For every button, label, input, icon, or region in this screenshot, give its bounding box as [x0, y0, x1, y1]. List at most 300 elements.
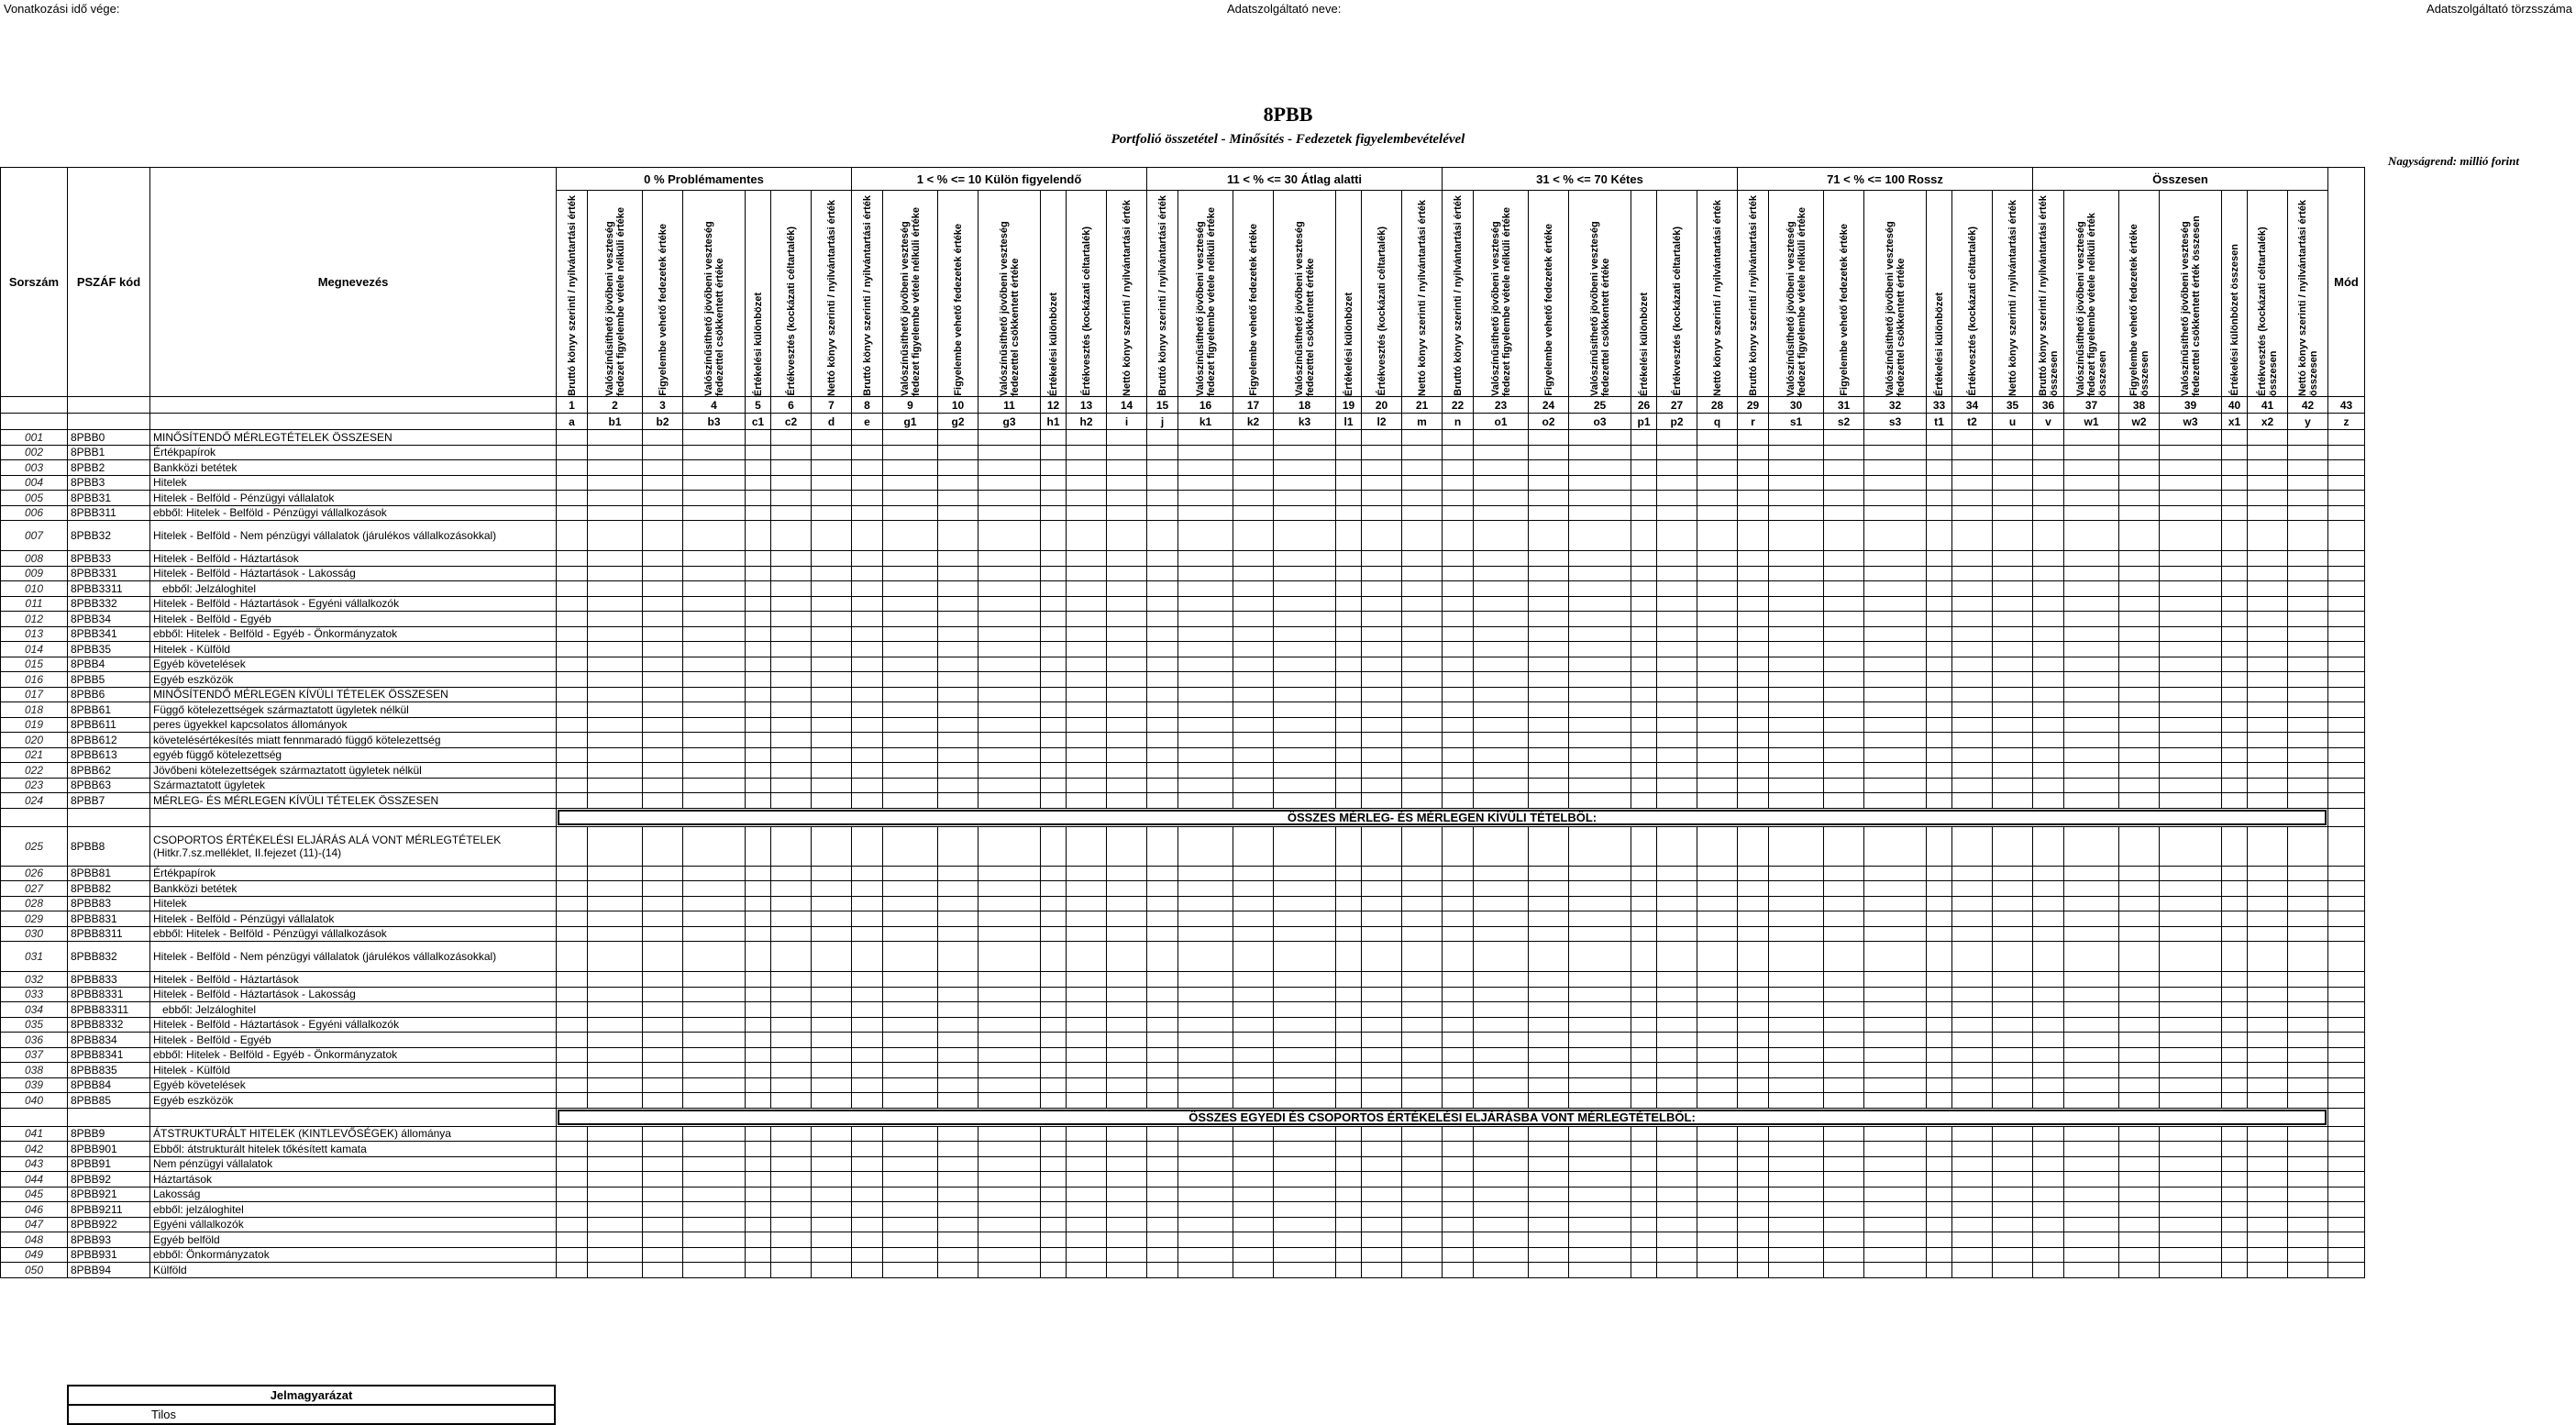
data-cell[interactable]	[1769, 1217, 1824, 1232]
data-cell[interactable]	[588, 445, 643, 460]
data-cell[interactable]	[1474, 747, 1529, 763]
data-cell[interactable]	[978, 566, 1041, 581]
data-cell[interactable]	[1147, 1172, 1178, 1188]
data-cell[interactable]	[2033, 747, 2064, 763]
data-cell[interactable]	[1738, 1142, 1769, 1157]
data-cell[interactable]	[2288, 491, 2328, 506]
data-cell[interactable]	[1233, 793, 1274, 809]
data-cell[interactable]	[588, 1142, 643, 1157]
data-cell[interactable]	[1769, 642, 1824, 657]
data-cell[interactable]	[1178, 911, 1233, 927]
data-cell[interactable]	[1041, 1033, 1067, 1048]
data-cell[interactable]	[2064, 460, 2119, 476]
data-cell[interactable]	[1529, 460, 1569, 476]
data-cell[interactable]	[978, 778, 1041, 793]
data-cell[interactable]	[1824, 596, 1864, 612]
data-cell[interactable]	[1274, 445, 1336, 460]
data-cell[interactable]	[771, 1093, 812, 1109]
data-cell[interactable]	[683, 972, 746, 988]
data-cell[interactable]	[1474, 687, 1529, 702]
data-cell[interactable]	[1769, 896, 1824, 911]
data-cell[interactable]	[2328, 672, 2365, 688]
data-cell[interactable]	[2288, 793, 2328, 809]
data-cell[interactable]	[1769, 1077, 1824, 1093]
data-cell[interactable]	[1041, 1172, 1067, 1188]
data-cell[interactable]	[1041, 972, 1067, 988]
data-cell[interactable]	[812, 911, 852, 927]
data-cell[interactable]	[1631, 1002, 1657, 1018]
data-cell[interactable]	[1927, 1063, 1952, 1078]
data-cell[interactable]	[1362, 491, 1402, 506]
data-cell[interactable]	[2222, 972, 2248, 988]
data-cell[interactable]	[1178, 521, 1233, 551]
data-cell[interactable]	[2248, 1047, 2288, 1063]
data-cell[interactable]	[883, 460, 938, 476]
data-cell[interactable]	[1529, 1047, 1569, 1063]
data-cell[interactable]	[1657, 460, 1697, 476]
data-cell[interactable]	[1769, 1263, 1824, 1278]
data-cell[interactable]	[1769, 596, 1824, 612]
data-cell[interactable]	[2248, 551, 2288, 567]
data-cell[interactable]	[2288, 1187, 2328, 1202]
data-cell[interactable]	[771, 1047, 812, 1063]
data-cell[interactable]	[1927, 1002, 1952, 1018]
data-cell[interactable]	[1107, 1033, 1147, 1048]
data-cell[interactable]	[2248, 657, 2288, 672]
data-cell[interactable]	[1274, 460, 1336, 476]
data-cell[interactable]	[1824, 1172, 1864, 1188]
data-cell[interactable]	[1274, 1002, 1336, 1018]
data-cell[interactable]	[1067, 521, 1107, 551]
data-cell[interactable]	[2064, 687, 2119, 702]
data-cell[interactable]	[1147, 987, 1178, 1002]
data-cell[interactable]	[812, 475, 852, 491]
data-cell[interactable]	[1147, 430, 1178, 446]
data-cell[interactable]	[1041, 1232, 1067, 1248]
data-cell[interactable]	[1178, 491, 1233, 506]
data-cell[interactable]	[1738, 596, 1769, 612]
data-cell[interactable]	[2119, 763, 2160, 779]
data-cell[interactable]	[883, 926, 938, 942]
data-cell[interactable]	[1178, 1002, 1233, 1018]
data-cell[interactable]	[1738, 1172, 1769, 1188]
data-cell[interactable]	[1769, 566, 1824, 581]
data-cell[interactable]	[938, 642, 978, 657]
data-cell[interactable]	[883, 687, 938, 702]
data-cell[interactable]	[1107, 926, 1147, 942]
data-cell[interactable]	[2248, 1247, 2288, 1263]
data-cell[interactable]	[978, 475, 1041, 491]
data-cell[interactable]	[1041, 778, 1067, 793]
data-cell[interactable]	[2119, 826, 2160, 866]
data-cell[interactable]	[1569, 717, 1631, 733]
data-cell[interactable]	[1697, 430, 1738, 446]
data-cell[interactable]	[2222, 702, 2248, 718]
data-cell[interactable]	[1107, 1142, 1147, 1157]
data-cell[interactable]	[2248, 1217, 2288, 1232]
data-cell[interactable]	[1402, 1187, 1443, 1202]
data-cell[interactable]	[1529, 1232, 1569, 1248]
data-cell[interactable]	[771, 926, 812, 942]
data-cell[interactable]	[1041, 717, 1067, 733]
data-cell[interactable]	[812, 1063, 852, 1078]
data-cell[interactable]	[588, 1172, 643, 1188]
data-cell[interactable]	[812, 1187, 852, 1202]
data-cell[interactable]	[1274, 747, 1336, 763]
data-cell[interactable]	[588, 1017, 643, 1033]
data-cell[interactable]	[643, 1187, 683, 1202]
data-cell[interactable]	[2160, 566, 2222, 581]
data-cell[interactable]	[2160, 1002, 2222, 1018]
data-cell[interactable]	[1147, 687, 1178, 702]
data-cell[interactable]	[2064, 926, 2119, 942]
data-cell[interactable]	[2033, 1142, 2064, 1157]
data-cell[interactable]	[1067, 1047, 1107, 1063]
data-cell[interactable]	[1569, 1017, 1631, 1033]
data-cell[interactable]	[557, 1172, 588, 1188]
data-cell[interactable]	[883, 1126, 938, 1142]
data-cell[interactable]	[1067, 717, 1107, 733]
data-cell[interactable]	[2248, 747, 2288, 763]
data-cell[interactable]	[2288, 672, 2328, 688]
data-cell[interactable]	[1864, 1077, 1927, 1093]
data-cell[interactable]	[1952, 521, 1993, 551]
data-cell[interactable]	[2288, 1217, 2328, 1232]
data-cell[interactable]	[1657, 1047, 1697, 1063]
data-cell[interactable]	[1738, 1187, 1769, 1202]
data-cell[interactable]	[1657, 521, 1697, 551]
data-cell[interactable]	[1233, 505, 1274, 521]
data-cell[interactable]	[2328, 1187, 2365, 1202]
data-cell[interactable]	[1952, 1263, 1993, 1278]
data-cell[interactable]	[812, 717, 852, 733]
data-cell[interactable]	[1864, 687, 1927, 702]
data-cell[interactable]	[1824, 521, 1864, 551]
data-cell[interactable]	[588, 717, 643, 733]
data-cell[interactable]	[852, 702, 883, 718]
data-cell[interactable]	[2119, 1002, 2160, 1018]
data-cell[interactable]	[1993, 1142, 2033, 1157]
data-cell[interactable]	[557, 717, 588, 733]
data-cell[interactable]	[2119, 657, 2160, 672]
data-cell[interactable]	[852, 896, 883, 911]
data-cell[interactable]	[1927, 1142, 1952, 1157]
data-cell[interactable]	[1402, 475, 1443, 491]
data-cell[interactable]	[1402, 430, 1443, 446]
data-cell[interactable]	[1233, 642, 1274, 657]
data-cell[interactable]	[588, 687, 643, 702]
data-cell[interactable]	[2288, 733, 2328, 748]
data-cell[interactable]	[1233, 747, 1274, 763]
data-cell[interactable]	[852, 866, 883, 881]
data-cell[interactable]	[683, 1017, 746, 1033]
data-cell[interactable]	[1474, 1033, 1529, 1048]
data-cell[interactable]	[1657, 881, 1697, 897]
data-cell[interactable]	[812, 1247, 852, 1263]
data-cell[interactable]	[1402, 612, 1443, 627]
data-cell[interactable]	[2222, 1263, 2248, 1278]
data-cell[interactable]	[557, 1063, 588, 1078]
data-cell[interactable]	[2160, 826, 2222, 866]
data-cell[interactable]	[1336, 521, 1362, 551]
data-cell[interactable]	[938, 717, 978, 733]
data-cell[interactable]	[1041, 1142, 1067, 1157]
data-cell[interactable]	[2248, 430, 2288, 446]
data-cell[interactable]	[1738, 896, 1769, 911]
data-cell[interactable]	[1657, 566, 1697, 581]
data-cell[interactable]	[2248, 1063, 2288, 1078]
data-cell[interactable]	[1274, 687, 1336, 702]
data-cell[interactable]	[1474, 1002, 1529, 1018]
data-cell[interactable]	[683, 1126, 746, 1142]
data-cell[interactable]	[1443, 1047, 1474, 1063]
data-cell[interactable]	[883, 1247, 938, 1263]
data-cell[interactable]	[978, 1247, 1041, 1263]
data-cell[interactable]	[2064, 1093, 2119, 1109]
data-cell[interactable]	[1529, 866, 1569, 881]
data-cell[interactable]	[1631, 1187, 1657, 1202]
data-cell[interactable]	[852, 460, 883, 476]
data-cell[interactable]	[1362, 1126, 1402, 1142]
data-cell[interactable]	[1952, 1126, 1993, 1142]
data-cell[interactable]	[978, 972, 1041, 988]
data-cell[interactable]	[1274, 1156, 1336, 1172]
data-cell[interactable]	[883, 1263, 938, 1278]
data-cell[interactable]	[1864, 1033, 1927, 1048]
data-cell[interactable]	[1336, 626, 1362, 642]
data-cell[interactable]	[1362, 1202, 1402, 1218]
data-cell[interactable]	[1993, 1202, 2033, 1218]
data-cell[interactable]	[588, 1202, 643, 1218]
data-cell[interactable]	[1927, 1247, 1952, 1263]
data-cell[interactable]	[1362, 1033, 1402, 1048]
data-cell[interactable]	[1067, 778, 1107, 793]
data-cell[interactable]	[1107, 717, 1147, 733]
data-cell[interactable]	[2328, 747, 2365, 763]
data-cell[interactable]	[1336, 1047, 1362, 1063]
data-cell[interactable]	[1824, 642, 1864, 657]
data-cell[interactable]	[643, 1017, 683, 1033]
data-cell[interactable]	[1067, 430, 1107, 446]
data-cell[interactable]	[1864, 460, 1927, 476]
data-cell[interactable]	[883, 1217, 938, 1232]
data-cell[interactable]	[1529, 1217, 1569, 1232]
data-cell[interactable]	[1529, 445, 1569, 460]
data-cell[interactable]	[1274, 702, 1336, 718]
data-cell[interactable]	[2328, 1247, 2365, 1263]
data-cell[interactable]	[1178, 687, 1233, 702]
data-cell[interactable]	[2222, 687, 2248, 702]
data-cell[interactable]	[1067, 826, 1107, 866]
data-cell[interactable]	[852, 793, 883, 809]
data-cell[interactable]	[1274, 778, 1336, 793]
data-cell[interactable]	[1657, 672, 1697, 688]
data-cell[interactable]	[852, 1033, 883, 1048]
data-cell[interactable]	[1657, 1172, 1697, 1188]
data-cell[interactable]	[588, 475, 643, 491]
data-cell[interactable]	[883, 596, 938, 612]
data-cell[interactable]	[1864, 747, 1927, 763]
data-cell[interactable]	[2160, 430, 2222, 446]
data-cell[interactable]	[746, 551, 771, 567]
data-cell[interactable]	[588, 1156, 643, 1172]
data-cell[interactable]	[2248, 521, 2288, 551]
data-cell[interactable]	[1769, 778, 1824, 793]
data-cell[interactable]	[557, 475, 588, 491]
data-cell[interactable]	[683, 460, 746, 476]
data-cell[interactable]	[2288, 717, 2328, 733]
data-cell[interactable]	[1738, 505, 1769, 521]
data-cell[interactable]	[1336, 642, 1362, 657]
data-cell[interactable]	[1107, 445, 1147, 460]
data-cell[interactable]	[1274, 657, 1336, 672]
data-cell[interactable]	[746, 657, 771, 672]
data-cell[interactable]	[1233, 1156, 1274, 1172]
data-cell[interactable]	[1824, 1202, 1864, 1218]
data-cell[interactable]	[812, 1077, 852, 1093]
data-cell[interactable]	[938, 1232, 978, 1248]
data-cell[interactable]	[883, 672, 938, 688]
data-cell[interactable]	[2064, 1033, 2119, 1048]
data-cell[interactable]	[771, 505, 812, 521]
data-cell[interactable]	[938, 1247, 978, 1263]
data-cell[interactable]	[2288, 596, 2328, 612]
data-cell[interactable]	[1474, 702, 1529, 718]
data-cell[interactable]	[1529, 596, 1569, 612]
data-cell[interactable]	[2328, 1047, 2365, 1063]
data-cell[interactable]	[2064, 896, 2119, 911]
data-cell[interactable]	[1569, 763, 1631, 779]
data-cell[interactable]	[2248, 1002, 2288, 1018]
data-cell[interactable]	[1824, 612, 1864, 627]
data-cell[interactable]	[812, 763, 852, 779]
data-cell[interactable]	[2288, 942, 2328, 972]
data-cell[interactable]	[746, 826, 771, 866]
data-cell[interactable]	[812, 1033, 852, 1048]
data-cell[interactable]	[1443, 475, 1474, 491]
data-cell[interactable]	[643, 1063, 683, 1078]
data-cell[interactable]	[1569, 1063, 1631, 1078]
data-cell[interactable]	[1362, 896, 1402, 911]
data-cell[interactable]	[1952, 642, 1993, 657]
data-cell[interactable]	[771, 717, 812, 733]
data-cell[interactable]	[1178, 1247, 1233, 1263]
data-cell[interactable]	[1067, 1156, 1107, 1172]
data-cell[interactable]	[746, 521, 771, 551]
data-cell[interactable]	[2328, 491, 2365, 506]
data-cell[interactable]	[2288, 1232, 2328, 1248]
data-cell[interactable]	[978, 551, 1041, 567]
data-cell[interactable]	[771, 896, 812, 911]
data-cell[interactable]	[852, 687, 883, 702]
data-cell[interactable]	[812, 926, 852, 942]
data-cell[interactable]	[2288, 911, 2328, 927]
data-cell[interactable]	[2160, 672, 2222, 688]
data-cell[interactable]	[1443, 687, 1474, 702]
data-cell[interactable]	[2119, 866, 2160, 881]
data-cell[interactable]	[812, 460, 852, 476]
data-cell[interactable]	[1952, 1172, 1993, 1188]
data-cell[interactable]	[812, 1172, 852, 1188]
data-cell[interactable]	[1738, 911, 1769, 927]
data-cell[interactable]	[1041, 763, 1067, 779]
data-cell[interactable]	[1864, 942, 1927, 972]
data-cell[interactable]	[1697, 1217, 1738, 1232]
data-cell[interactable]	[1336, 1217, 1362, 1232]
data-cell[interactable]	[2328, 896, 2365, 911]
data-cell[interactable]	[1864, 1187, 1927, 1202]
data-cell[interactable]	[2160, 626, 2222, 642]
data-cell[interactable]	[2119, 1263, 2160, 1278]
data-cell[interactable]	[643, 581, 683, 597]
data-cell[interactable]	[2160, 1126, 2222, 1142]
data-cell[interactable]	[1147, 1047, 1178, 1063]
data-cell[interactable]	[746, 793, 771, 809]
data-cell[interactable]	[1769, 702, 1824, 718]
data-cell[interactable]	[2288, 1263, 2328, 1278]
data-cell[interactable]	[1738, 763, 1769, 779]
data-cell[interactable]	[1657, 1063, 1697, 1078]
data-cell[interactable]	[1697, 1202, 1738, 1218]
data-cell[interactable]	[2248, 702, 2288, 718]
data-cell[interactable]	[1178, 1156, 1233, 1172]
data-cell[interactable]	[2119, 626, 2160, 642]
data-cell[interactable]	[812, 1232, 852, 1248]
data-cell[interactable]	[1041, 793, 1067, 809]
data-cell[interactable]	[1178, 1077, 1233, 1093]
data-cell[interactable]	[1147, 1232, 1178, 1248]
data-cell[interactable]	[2160, 445, 2222, 460]
data-cell[interactable]	[643, 445, 683, 460]
data-cell[interactable]	[1336, 1156, 1362, 1172]
data-cell[interactable]	[1443, 1202, 1474, 1218]
data-cell[interactable]	[1864, 1142, 1927, 1157]
data-cell[interactable]	[1147, 1263, 1178, 1278]
data-cell[interactable]	[1336, 896, 1362, 911]
data-cell[interactable]	[1824, 566, 1864, 581]
data-cell[interactable]	[2160, 1077, 2222, 1093]
data-cell[interactable]	[812, 626, 852, 642]
data-cell[interactable]	[1631, 475, 1657, 491]
data-cell[interactable]	[1952, 596, 1993, 612]
data-cell[interactable]	[1631, 445, 1657, 460]
data-cell[interactable]	[1738, 521, 1769, 551]
data-cell[interactable]	[746, 672, 771, 688]
data-cell[interactable]	[1993, 657, 2033, 672]
data-cell[interactable]	[1864, 581, 1927, 597]
data-cell[interactable]	[1067, 1263, 1107, 1278]
data-cell[interactable]	[2119, 1172, 2160, 1188]
data-cell[interactable]	[557, 626, 588, 642]
data-cell[interactable]	[812, 987, 852, 1002]
data-cell[interactable]	[1443, 896, 1474, 911]
data-cell[interactable]	[1824, 1017, 1864, 1033]
data-cell[interactable]	[1274, 1093, 1336, 1109]
data-cell[interactable]	[978, 1093, 1041, 1109]
data-cell[interactable]	[1402, 521, 1443, 551]
data-cell[interactable]	[1107, 1247, 1147, 1263]
data-cell[interactable]	[852, 1263, 883, 1278]
data-cell[interactable]	[978, 793, 1041, 809]
data-cell[interactable]	[938, 551, 978, 567]
data-cell[interactable]	[1993, 491, 2033, 506]
data-cell[interactable]	[1107, 1077, 1147, 1093]
data-cell[interactable]	[643, 1002, 683, 1018]
data-cell[interactable]	[883, 475, 938, 491]
data-cell[interactable]	[1147, 581, 1178, 597]
data-cell[interactable]	[1993, 1017, 2033, 1033]
data-cell[interactable]	[978, 1187, 1041, 1202]
